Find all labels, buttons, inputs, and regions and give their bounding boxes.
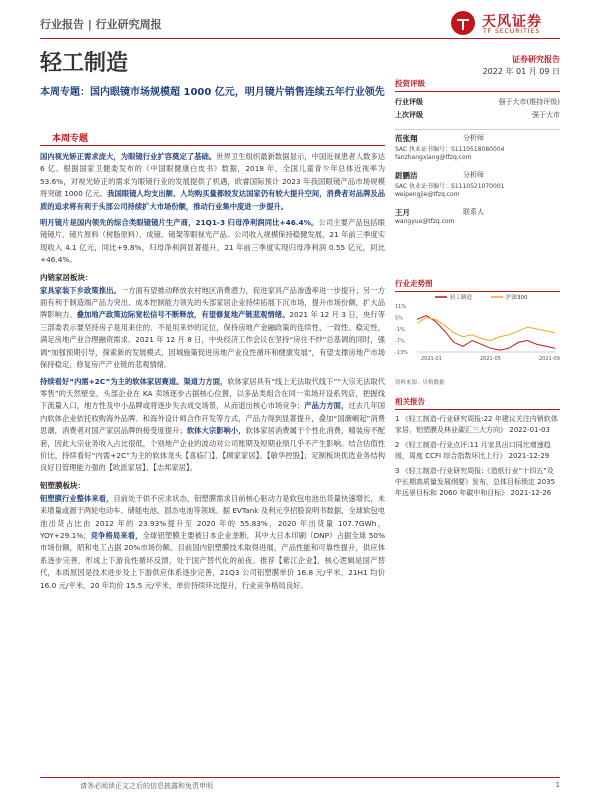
paragraph-3	[40, 285, 385, 372]
sidebar	[395, 78, 560, 231]
analyst-2	[395, 170, 560, 207]
chart-source: 资料来源：贝格数据	[395, 380, 445, 386]
p4-text: 软体家居具有“线上无法取代线下”“大宗无法取代零售”的天然壁垒，头部企业在 KA 卖场逐步占据核心位置，以多品类组合在同一卖场开设系列店，把握线下流量入口，地方性及中小品牌或将逐步失去成交场景，从而退出核心市场竞争；	[40, 376, 386, 411]
related-report-date: 2021-12-26	[510, 489, 552, 497]
page-number: 1	[555, 781, 560, 789]
industry-title: 轻工制造	[40, 51, 129, 76]
y-tick-label: -1%	[395, 327, 405, 333]
analyst-role: 分析师	[463, 134, 484, 142]
related-report-date: 2022-01-03	[509, 426, 550, 434]
trend-chart-svg	[395, 292, 560, 364]
analyst-email[interactable]: fanzhangxiang@tfzq.com	[395, 154, 472, 161]
p1-text: 世界卫生组织最新数据显示，中国近视患者人数多达 6 亿。根据国家卫健委发布的《中国眼健康白皮书》数据，2018 年，全国儿童青少年总体近视率为 53.6%，对视光矫正的需求为眼镜行业的发展提供了机遇，欧睿国际预计 2023 年我国眼镜产品市场规模将突破 1000 亿元。	[40, 152, 386, 199]
analyst-email[interactable]: weipengjie@tfzq.com	[395, 191, 460, 198]
main-content	[40, 151, 385, 596]
sub-head-home: 内销家居板块：	[40, 272, 93, 282]
related-report-1[interactable]	[395, 414, 560, 436]
x-tick-label: 2021-09	[539, 356, 560, 362]
x-tick-label: 2021-05	[480, 356, 501, 362]
analyst-1	[395, 133, 560, 170]
tf-securities-logo	[450, 8, 560, 38]
y-tick-label: -13%	[395, 350, 408, 356]
top-bar	[40, 8, 560, 38]
doc-type: 行业报告 | 行业研究周报	[40, 18, 162, 31]
section-title: 本周专题	[52, 134, 89, 144]
paragraph-4	[40, 376, 385, 475]
related-report-text: 2 《轻工制造-行业点评:11 月家具出口同比增速趋缓，周度 CCFI 综合指数环比上行》	[395, 441, 551, 460]
analyst-name: 范张翔	[395, 134, 418, 143]
p3-text2: 2021 年 12 月 3 日，央行等三部委表示要坚持房子是用来住的、不是用来炒的定位，保持房地产金融政策的连续性、一致性、稳定性，满足房地产业合理融资需求。2021 年 12 月 8 日，中央经济工作会议在坚持“房住不炒”总基调的同时，强调“加强预期引导，探索新的发展模式，因城施策促进房地产业良性循环和健康发展”，有望支撑房地产市场保持稳定，修复房产产业链的悲观情绪。	[40, 310, 385, 370]
chart-title: 行业走势图	[395, 278, 560, 292]
report-date: 2022 年 01 月 09 日	[482, 67, 560, 76]
analyst-role: 分析师	[463, 171, 484, 179]
header-divider	[40, 38, 560, 39]
p5-text: 目前处于供不应求状态，铝塑膜需求目前核心驱动力是软包电池出货量快速增长，未来增量或源于两轮电动车、储能电池、固态电池等领域。据 EVTank 及利元亨招股说明书数据，全球软包电池出货占比由 2012 年的 23.93%提升至 2020 年的 55.83%，2020 年出货量 107.7GWh，YOY+29.1%；	[40, 493, 386, 540]
related-report-3[interactable]	[395, 466, 560, 499]
related-report-date: 2021-12-29	[508, 452, 550, 460]
related-head: 相关报告	[395, 396, 560, 410]
p4-text2: 过去几年国内软体企业依托收购海外品牌、和海外设计师合作开发等方式，产品力得到显著提升，叠加“国潮崛起”消费思潮，消费者对国产家居品牌的接受度提升；	[40, 401, 386, 436]
sub-head-al: 铝塑膜板块：	[40, 480, 85, 490]
p1-bold: 国内视光矫正需求庞大，为眼镜行业扩容奠定了基础。	[40, 152, 217, 161]
section-divider	[40, 145, 385, 146]
footer-disclaimer: 请务必阅读正文之后的信息披露和免责申明	[80, 782, 213, 790]
related-report-text: 3 《轻工制造-行业研究周报:《造纸行业“十四五”及中长期高质量发展纲要》发布，总体目标锁定 2035 年远景目标和 2060 年碳中和目标》	[395, 467, 556, 497]
analyst-block	[395, 129, 560, 231]
logo-en: TF SECURITIES	[483, 28, 541, 35]
related-report-text: 1 《轻工制造-行业研究周报:22 年建议关注内销软体家居、铝塑膜及林业碳汇三大方向》	[395, 415, 558, 434]
paragraph-1	[40, 151, 385, 213]
analyst-cert: SAC 执业证书编号：S1110521070001	[395, 183, 505, 190]
p1-bold2: 我国眼镜人均支出额、人均购买量都较发达国家仍有较大提升空间，消费者对品牌及品质的追求将有利于头部公司持续扩大市场份额，推动行业集中度进一步提升。	[40, 189, 385, 211]
rating-value: 强于大市(维持评级)	[498, 98, 560, 106]
p4-bold3: 软体大宗影响小，	[186, 426, 246, 436]
footer-divider	[40, 777, 560, 778]
rating-row	[395, 95, 560, 108]
legend-label: 轻工制造	[450, 295, 473, 301]
x-tick-label: 2021-01	[421, 356, 442, 362]
analyst-name: 尉鹏洁	[395, 171, 418, 180]
analyst-email[interactable]: wangyue@tfzq.com	[395, 218, 455, 225]
y-tick-label: 5%	[395, 315, 403, 322]
prev-rating-row	[395, 108, 560, 121]
y-tick-label: -7%	[395, 338, 405, 345]
paragraph-2	[40, 217, 385, 267]
p3-bold: 家具家装下乡政策推出。	[40, 285, 121, 295]
rating-label: 行业评级	[395, 98, 423, 106]
paragraph-5	[40, 493, 385, 592]
analyst-role: 联系人	[463, 208, 484, 216]
y-tick-label: 11%	[395, 304, 407, 310]
p4-text3: 软体家居消费属于个性化消费，精装房不配套，因此大宗业务收入占比很低，个别地产企业的波动对公司账期及短期业绩几乎不产生影响。结合估值性价比，持续看好“内需+2C”为主的软体龙头【喜临门】、【顾家家居】、【敏华控股】；定制板块优选业务结构良好目管理能力强的【欧派家居】、【志邦家居】。	[40, 426, 386, 473]
p5-bold: 铝塑膜行业整体来看，	[40, 493, 114, 503]
prev-rating-label: 上次评级	[395, 111, 423, 119]
p3-text: 一方面有望推动释放农村地区消费潜力，促进家具产品渗透率进一步提升；另一方面有利于制造端产品力突出、成本控制能力领先的头部家居企业持续拓展下沉市场，提升市场份额，扩大品牌影响力。	[40, 285, 386, 320]
series-line	[417, 318, 555, 341]
p4-bold: 持续看好“内需+2C”为主的软体家居赛道。渠道力方面，	[40, 376, 228, 386]
analyst-3	[395, 207, 560, 231]
p5-text2: 全球铝塑膜主要被日本企业垄断，其中大日本印刷（DNP）占据全球 50%市场份额，昭和电工占据 20%市场份额。目前国内铝塑膜技术取得进展，产品性能和可靠性提升，供应体系逐步完善，形成上下游良性循环反馈，处于国产替代化的前夜。推荐【紫江企业】，核心逻辑是国产替代，本质原因是技术进步及上下游供应体系逐步完善，21Q3 公司铝塑膜单价 16.8 元/平米，21H1 均价 16.0 元/平米，20 年均价 15.5 元/平米，单价持续环比提升，行业竞争格局良好。	[40, 530, 386, 590]
headline: 本周专题：国内眼镜市场规模超 1000 亿元，明月镜片销售连续五年行业领先	[40, 87, 385, 98]
p5-bold2: 竞争格局来看，	[90, 530, 143, 540]
report-series: 证券研究报告	[512, 55, 560, 64]
legend-label: 沪深300	[506, 295, 528, 301]
prev-rating-value: 强于大市	[532, 111, 560, 119]
p2-text: 公司主要产品包括眼镜镜片、镜片原料（树脂原料）、成镜、镜架等眼视光产品。公司收入规模保持稳健发展，21 年前三季度实现收入 4.1 亿元，同比+9.8%，归母净利润显著提升，21 年前三季度实现归母净利润 0.55 亿元，同比+46.4%。	[40, 218, 386, 265]
p2-bold: 明月镜片是国内领先的综合类眼镜镜片生产商，21Q1-3 归母净利润同比+46.4%。	[40, 218, 319, 228]
p4-bold2: 产品力方面，	[304, 401, 349, 411]
analyst-cert: SAC 执业证书编号：S1110518080004	[395, 146, 505, 153]
analyst-name: 王月	[395, 208, 410, 217]
related-report-2[interactable]	[395, 440, 560, 462]
tf-logo-icon	[450, 10, 476, 36]
logo-cn: 天风证券	[482, 14, 542, 30]
p3-bold2: 叠加地产政策边际宽松信号不断释放，有望修复地产链悲观情绪。	[76, 310, 290, 320]
industry-trend-chart	[395, 278, 560, 388]
rating-head: 投资评级	[395, 78, 560, 92]
related-reports	[395, 392, 560, 499]
